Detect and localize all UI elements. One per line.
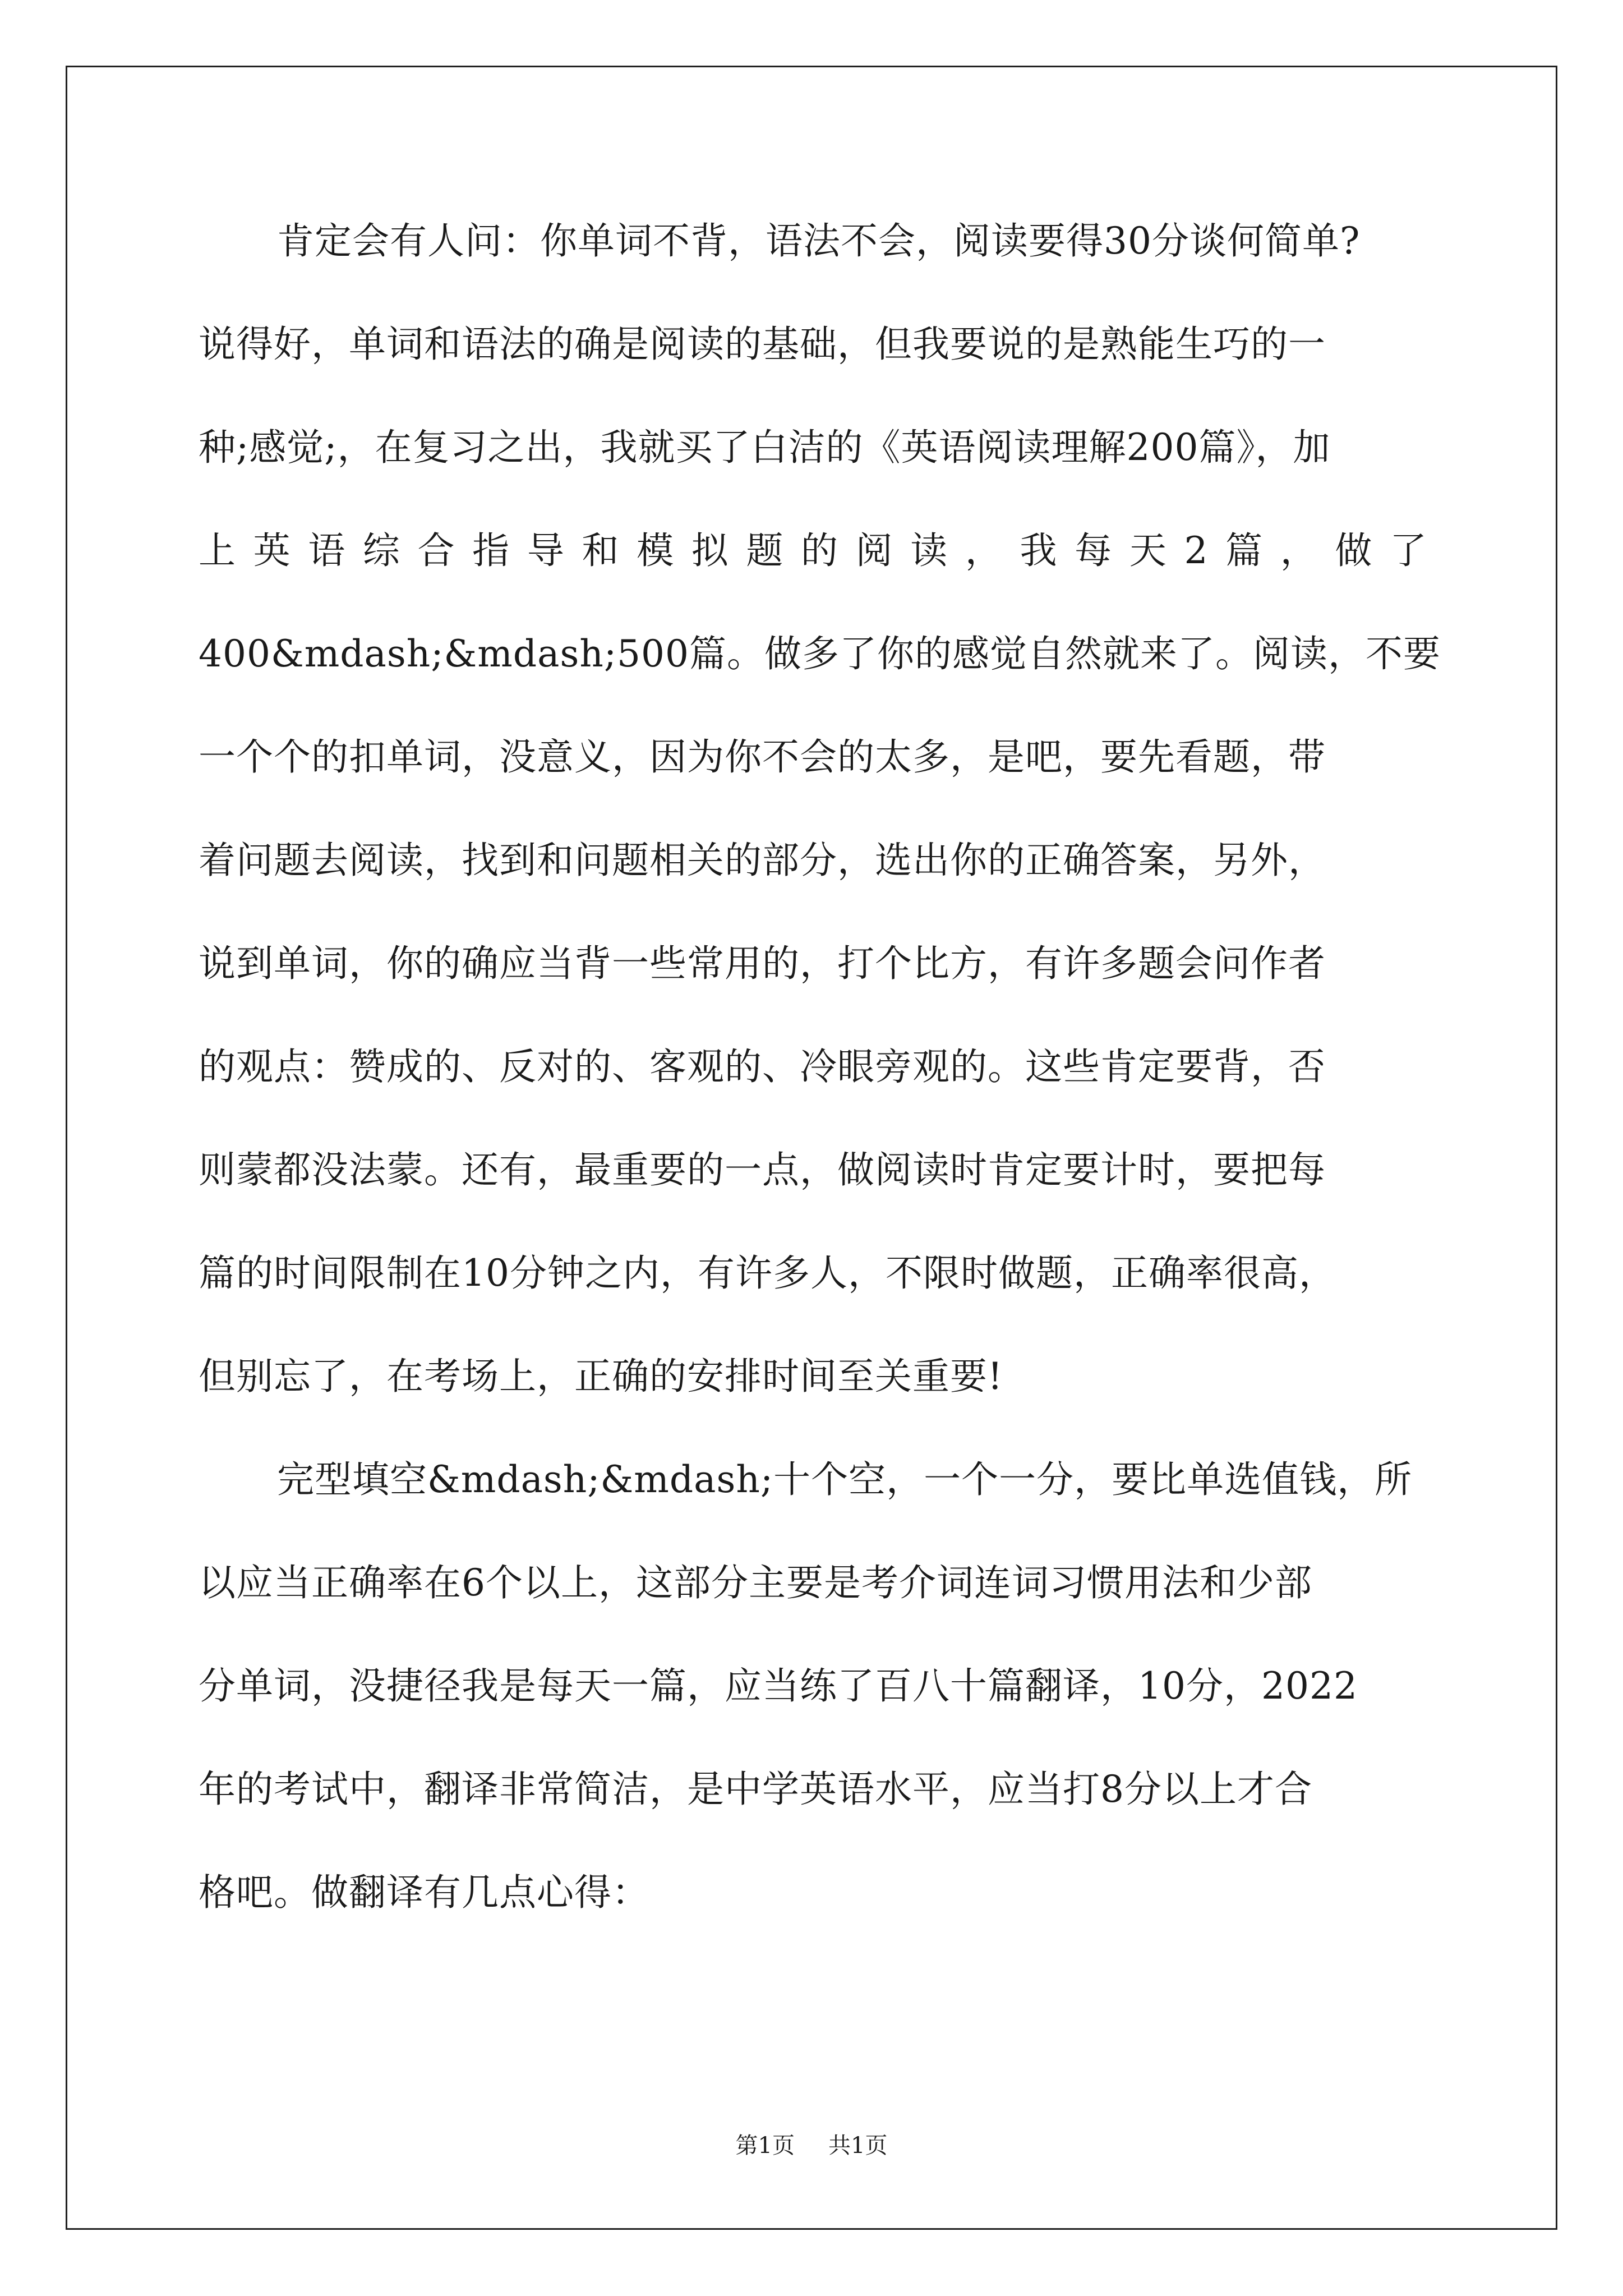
page-footer [0,2132,1623,2160]
paragraph-1-line-1: 肯定会有人问：你单词不背，语法不会，阅读要得30分谈何简单? [277,219,1361,263]
page-number: 第1页 [735,2133,795,2159]
paragraph-2-line-1: 完型填空&mdash;&mdash;十个空，一个一分，要比单选值钱，所 [277,1458,1413,1501]
paragraph-2-line-5: 格吧。做翻译有几点心得： [199,1871,649,1914]
page-total: 共1页 [828,2133,888,2159]
paragraph-1-line-12: 但别忘了，在考场上，正确的安排时间至关重要! [199,1355,1003,1398]
paragraph-1-line-9: 的观点：赞成的、反对的、客观的、冷眼旁观的。这些肯定要背，否 [199,1045,1326,1088]
paragraph-1-line-10: 则蒙都没法蒙。还有，最重要的一点，做阅读时肯定要计时，要把每 [199,1148,1326,1191]
paragraph-1-line-3: 种;感觉;，在复习之出，我就买了白洁的《英语阅读理解200篇》，加 [199,426,1331,469]
paragraph-2-line-2: 以应当正确率在6个以上，这部分主要是考介词连词习惯用法和少部 [199,1561,1312,1604]
document-body [199,213,1441,1968]
paragraph-1-line-6: 一个个的扣单词，没意义，因为你不会的太多，是吧，要先看题，带 [199,735,1326,779]
paragraph-1-line-5: 400&mdash;&mdash;500篇。做多了你的感觉自然就来了。阅读，不要 [199,632,1441,675]
paragraph-2-line-3: 分单词，没捷径我是每天一篇，应当练了百八十篇翻译，10分，2022 [199,1664,1358,1708]
paragraph-1-line-2: 说得好，单词和语法的确是阅读的基础，但我要说的是熟能生巧的一 [199,323,1326,366]
paragraph-2-line-4: 年的考试中，翻译非常简洁，是中学英语水平，应当打8分以上才合 [199,1768,1312,1811]
paragraph-1-line-4: 上英语综合指导和模拟题的阅读，我每天2篇，做了 [199,529,1427,572]
paragraph-1-line-7: 着问题去阅读，找到和问题相关的部分，选出你的正确答案，另外， [199,839,1326,882]
paragraph-1-line-11: 篇的时间限制在10分钟之内，有许多人，不限时做题，正确率很高， [199,1251,1336,1295]
paragraph-1-line-8: 说到单词，你的确应当背一些常用的，打个比方，有许多题会问作者 [199,942,1326,985]
